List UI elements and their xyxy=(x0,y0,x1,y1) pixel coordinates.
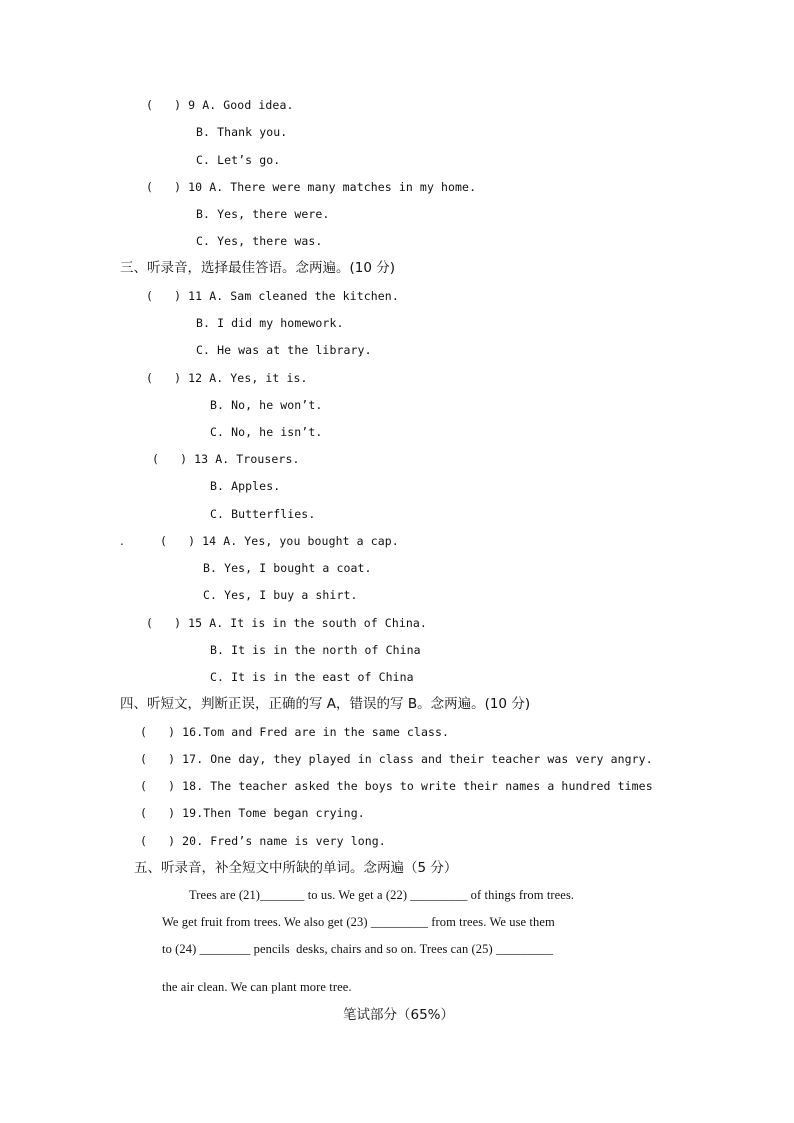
q19-statement: ( ) 19.Then Tome began crying. xyxy=(140,806,365,820)
q10-option-b: B. Yes, there were. xyxy=(196,207,330,221)
q11-stem: ( ) 11 A. Sam cleaned the kitchen. xyxy=(146,289,399,303)
q9-option-b: B. Thank you. xyxy=(196,125,288,139)
q10-option-c: C. Yes, there was. xyxy=(196,234,323,248)
q13-option-b: B. Apples. xyxy=(210,479,281,493)
section3-heading: 三、听录音，选择最佳答语。念两遍。(10 分) xyxy=(120,260,396,276)
q11-option-c: C. He was at the library. xyxy=(196,343,372,357)
stray-dot: . xyxy=(120,534,124,548)
q15-option-c: C. It is in the east of China xyxy=(210,670,414,684)
q10-stem: ( ) 10 A. There were many matches in my home. xyxy=(146,180,477,194)
q20-statement: ( ) 20. Fred’s name is very long. xyxy=(140,834,386,848)
passage-line-1: Trees are (21)_______ to us. We get a (22) _________ of things from trees. xyxy=(189,888,575,902)
written-part-title: 笔试部分（65%） xyxy=(343,1007,455,1023)
section5-heading: 五、听录音，补全短文中所缺的单词。念两遍（5 分） xyxy=(134,860,458,876)
q15-option-b: B. It is in the north of China xyxy=(210,643,421,657)
passage-line-2: We get fruit from trees. We also get (23) _________ from trees. We use them xyxy=(162,915,555,929)
q18-statement: ( ) 18. The teacher asked the boys to write their names a hundred times xyxy=(140,779,653,793)
q17-statement: ( ) 17. One day, they played in class and their teacher was very angry. xyxy=(140,752,653,766)
q13-stem: ( ) 13 A. Trousers. xyxy=(152,452,300,466)
q14-option-b: B. Yes, I bought a coat. xyxy=(203,561,372,575)
q14-stem: ( ) 14 A. Yes, you bought a cap. xyxy=(160,534,399,548)
q15-stem: ( ) 15 A. It is in the south of China. xyxy=(146,616,427,630)
q9-stem: ( ) 9 A. Good idea. xyxy=(146,98,294,112)
q12-stem: ( ) 12 A. Yes, it is. xyxy=(146,371,308,385)
q16-statement: ( ) 16.Tom and Fred are in the same class. xyxy=(140,725,450,739)
passage-line-3: to (24) ________ pencils desks, chairs and so on. Trees can (25) _________ xyxy=(162,942,554,956)
q13-option-c: C. Butterflies. xyxy=(210,507,316,521)
q12-option-b: B. No, he won’t. xyxy=(210,398,323,412)
q12-option-c: C. No, he isn’t. xyxy=(210,425,323,439)
passage-line-4: the air clean. We can plant more tree. xyxy=(162,980,352,994)
q9-option-c: C. Let’s go. xyxy=(196,153,281,167)
q11-option-b: B. I did my homework. xyxy=(196,316,344,330)
q14-option-c: C. Yes, I buy a shirt. xyxy=(203,588,358,602)
section4-heading: 四、听短文，判断正误，正确的写 A，错误的写 B。念两遍。(10 分) xyxy=(120,696,531,712)
